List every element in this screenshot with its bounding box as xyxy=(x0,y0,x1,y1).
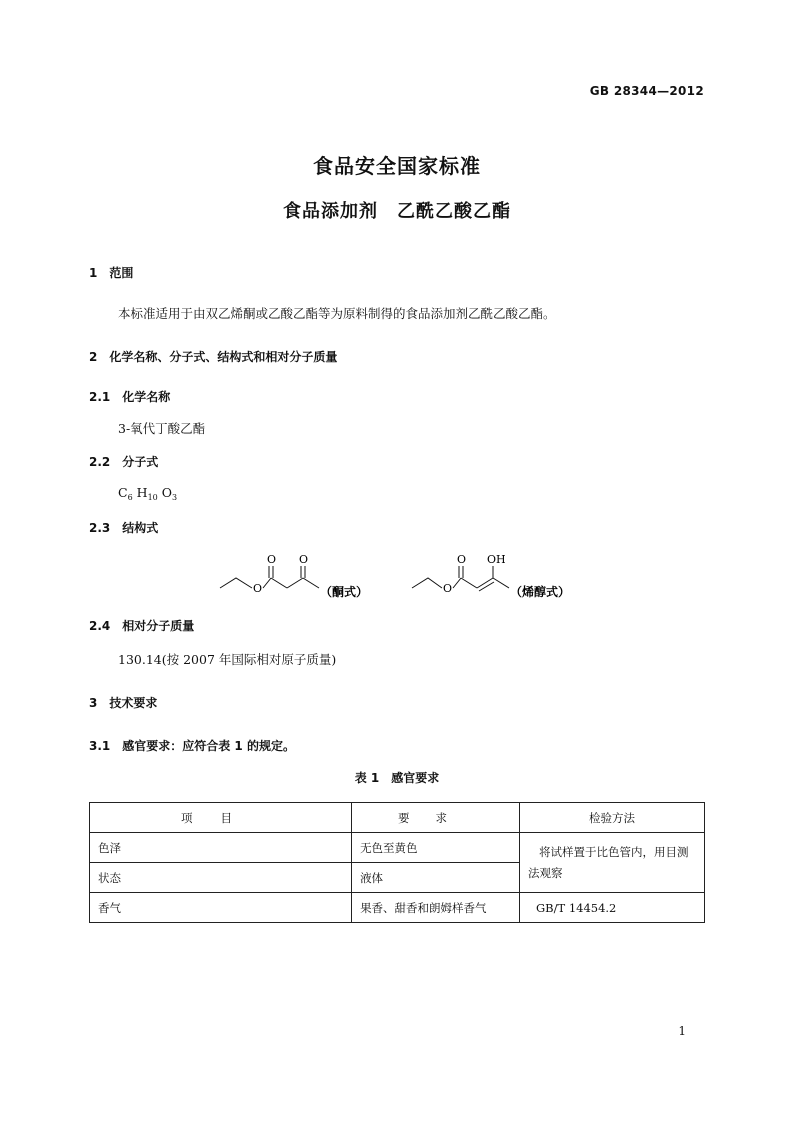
row-item: 香气 xyxy=(90,893,352,923)
row-method: GB/T 14454.2 xyxy=(519,893,704,923)
standard-code: GB 28344—2012 xyxy=(589,84,704,98)
molecular-formula: $C_6$ $H_{10}$ $O_3$ xyxy=(118,485,178,502)
header-requirement: 要求 xyxy=(352,803,520,833)
keto-structure xyxy=(220,566,319,588)
page-number: 1 xyxy=(678,1024,686,1038)
document-title: 食品安全国家标准 xyxy=(313,154,481,178)
section-2-2-heading: 2.2 分子式 xyxy=(89,455,159,469)
table-header-row xyxy=(90,803,705,833)
section-2-3-heading: 2.3 结构式 xyxy=(89,521,159,535)
keto-carbonyl-oxygen-1: O xyxy=(267,553,277,566)
keto-carbonyl-oxygen-2: O xyxy=(299,553,309,566)
section-2-heading: 2 化学名称、分子式、结构式和相对分子质量 xyxy=(89,350,338,364)
enol-structure xyxy=(412,566,509,591)
header-method: 检验方法 xyxy=(519,803,704,833)
row-requirement: 果香、甜香和朗姆样香气 xyxy=(352,893,520,923)
section-2-4-heading: 2.4 相对分子质量 xyxy=(89,619,195,633)
keto-ester-oxygen: O xyxy=(253,582,263,595)
section-1-heading: 1 范围 xyxy=(89,266,134,280)
enol-hydroxyl: OH xyxy=(487,553,506,566)
row-item: 状态 xyxy=(90,863,352,893)
row-item: 色泽 xyxy=(90,833,352,863)
molecular-weight: 130.14(按 2007 年国际相对原子质量) xyxy=(118,652,337,667)
keto-form-label: （酮式） xyxy=(320,585,369,599)
document-subtitle: 食品添加剂 乙酰乙酸乙酯 xyxy=(283,201,511,222)
table-row xyxy=(90,893,705,923)
section-2-1-heading: 2.1 化学名称 xyxy=(89,390,171,404)
sensory-requirements-table xyxy=(89,802,705,923)
enol-carbonyl-oxygen: O xyxy=(457,553,467,566)
row-method-merged: 将试样置于比色管内，用目测法观察 xyxy=(519,833,704,893)
row-requirement: 无色至黄色 xyxy=(352,833,520,863)
structural-formula xyxy=(216,548,586,604)
enol-form-label: （烯醇式） xyxy=(510,585,571,599)
section-3-heading: 3 技术要求 xyxy=(89,696,158,710)
enol-ester-oxygen: O xyxy=(443,582,453,595)
section-1-text: 本标准适用于由双乙烯酮或乙酸乙酯等为原料制得的食品添加剂乙酰乙酸乙酯。 xyxy=(118,306,556,321)
row-requirement: 液体 xyxy=(352,863,520,893)
section-3-1-heading: 3.1 感官要求：应符合表 1 的规定。 xyxy=(89,739,295,753)
chemical-name: 3-氧代丁酸乙酯 xyxy=(118,421,206,436)
header-item: 项目 xyxy=(90,803,352,833)
table-1-caption: 表 1 感官要求 xyxy=(354,771,440,785)
table-row xyxy=(90,833,705,863)
